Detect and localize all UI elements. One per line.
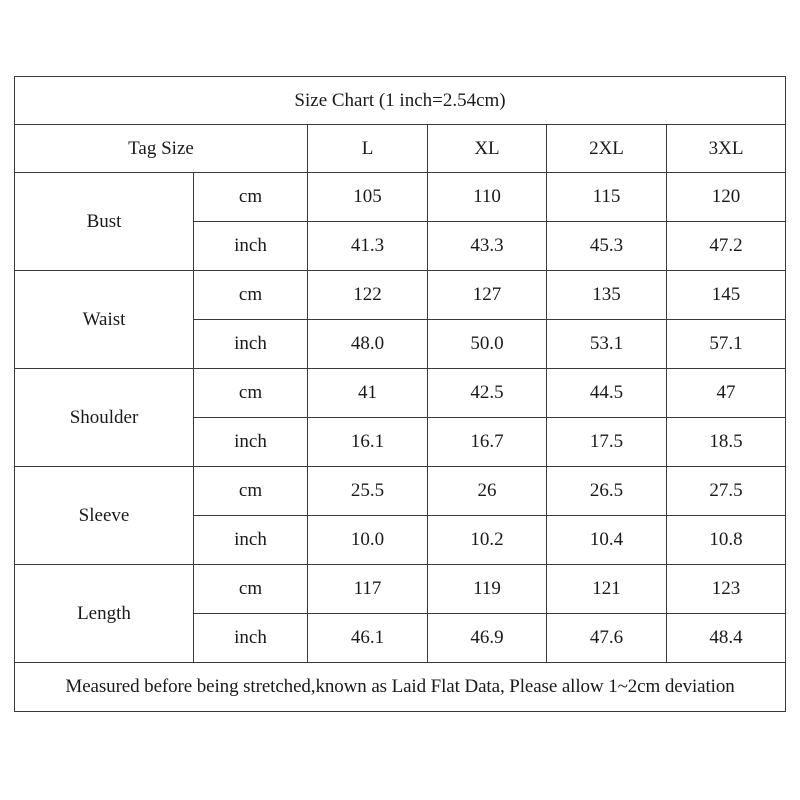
unit-label: inch [194,418,308,467]
measurement-label: Sleeve [15,467,194,565]
value-cell: 121 [547,565,667,614]
unit-label: cm [194,369,308,418]
value-cell: 47 [667,369,786,418]
value-cell: 47.2 [667,222,786,271]
value-cell: 41.3 [308,222,428,271]
value-cell: 26.5 [547,467,667,516]
value-cell: 123 [667,565,786,614]
value-cell: 27.5 [667,467,786,516]
value-cell: 42.5 [428,369,547,418]
table-row [15,271,786,320]
unit-label: cm [194,271,308,320]
unit-label: inch [194,614,308,663]
value-cell: 50.0 [428,320,547,369]
measurement-label: Waist [15,271,194,369]
value-cell: 48.4 [667,614,786,663]
value-cell: 135 [547,271,667,320]
value-cell: 115 [547,173,667,222]
unit-label: cm [194,467,308,516]
value-cell: 41 [308,369,428,418]
value-cell: 18.5 [667,418,786,467]
value-cell: 10.4 [547,516,667,565]
value-cell: 10.2 [428,516,547,565]
value-cell: 10.8 [667,516,786,565]
value-cell: 53.1 [547,320,667,369]
value-cell: 16.1 [308,418,428,467]
title-row [15,77,786,125]
value-cell: 105 [308,173,428,222]
tag-size-row [15,125,786,173]
value-cell: 57.1 [667,320,786,369]
tag-size-label: Tag Size [15,125,308,173]
unit-label: inch [194,516,308,565]
table-row [15,369,786,418]
footer-note: Measured before being stretched,known as Laid Flat Data, Please allow 1~2cm deviation [15,663,786,712]
value-cell: 46.9 [428,614,547,663]
value-cell: 45.3 [547,222,667,271]
value-cell: 122 [308,271,428,320]
size-chart-table [14,76,786,712]
value-cell: 110 [428,173,547,222]
value-cell: 10.0 [308,516,428,565]
value-cell: 44.5 [547,369,667,418]
chart-title: Size Chart (1 inch=2.54cm) [15,77,786,125]
value-cell: 43.3 [428,222,547,271]
unit-label: cm [194,173,308,222]
size-header-xl: XL [428,125,547,173]
table-row [15,467,786,516]
value-cell: 47.6 [547,614,667,663]
unit-label: inch [194,320,308,369]
value-cell: 25.5 [308,467,428,516]
value-cell: 48.0 [308,320,428,369]
footer-row [15,663,786,712]
unit-label: cm [194,565,308,614]
value-cell: 145 [667,271,786,320]
size-header-3xl: 3XL [667,125,786,173]
size-chart-body [15,77,786,712]
measurement-label: Bust [15,173,194,271]
value-cell: 17.5 [547,418,667,467]
table-row [15,173,786,222]
table-row [15,565,786,614]
measurement-label: Length [15,565,194,663]
value-cell: 16.7 [428,418,547,467]
size-header-l: L [308,125,428,173]
value-cell: 120 [667,173,786,222]
value-cell: 127 [428,271,547,320]
value-cell: 119 [428,565,547,614]
value-cell: 26 [428,467,547,516]
value-cell: 117 [308,565,428,614]
size-header-2xl: 2XL [547,125,667,173]
value-cell: 46.1 [308,614,428,663]
measurement-label: Shoulder [15,369,194,467]
unit-label: inch [194,222,308,271]
